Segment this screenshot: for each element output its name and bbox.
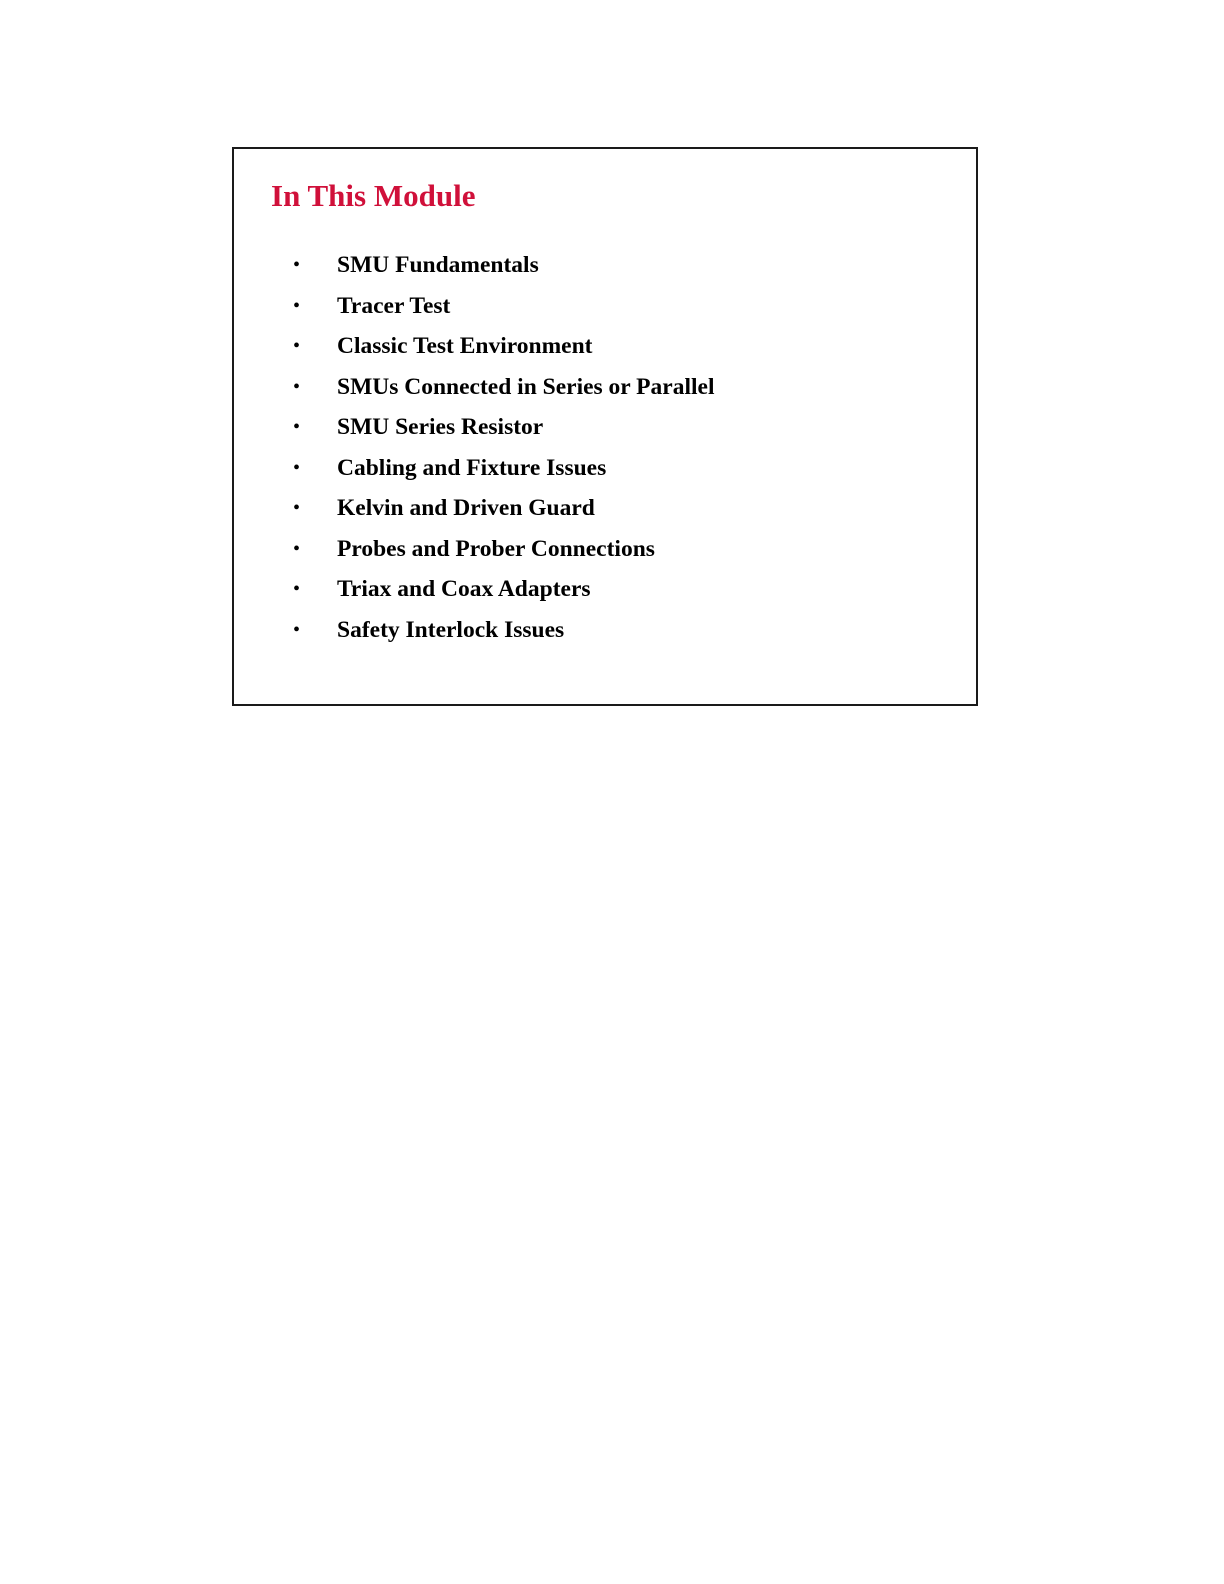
bullet-icon: • [293, 335, 301, 357]
bullet-icon: • [293, 578, 301, 600]
bullet-icon: • [293, 254, 301, 276]
topic-label: Probes and Prober Connections [337, 535, 655, 562]
bullet-icon: • [293, 537, 301, 560]
topic-label: Tracer Test [337, 292, 451, 319]
topic-label: Triax and Coax Adapters [337, 576, 591, 602]
topic-label: Kelvin and Driven Guard [337, 495, 595, 521]
bullet-icon: • [293, 618, 301, 641]
topic-label: Cabling and Fixture Issues [337, 454, 607, 481]
topic-label: SMU Fundamentals [337, 252, 539, 278]
topic-label: SMU Series Resistor [337, 414, 544, 440]
bullet-icon: • [293, 294, 301, 317]
topic-label: SMUs Connected in Series or Parallel [337, 373, 715, 400]
bullet-icon: • [293, 416, 301, 438]
slide-title: In This Module [271, 178, 476, 213]
topic-label: Classic Test Environment [337, 333, 593, 359]
topic-label: Safety Interlock Issues [337, 616, 565, 643]
bullet-icon: • [293, 497, 301, 519]
bullet-icon: • [293, 375, 301, 398]
slide-frame [232, 147, 978, 706]
bullet-icon: • [293, 456, 301, 479]
